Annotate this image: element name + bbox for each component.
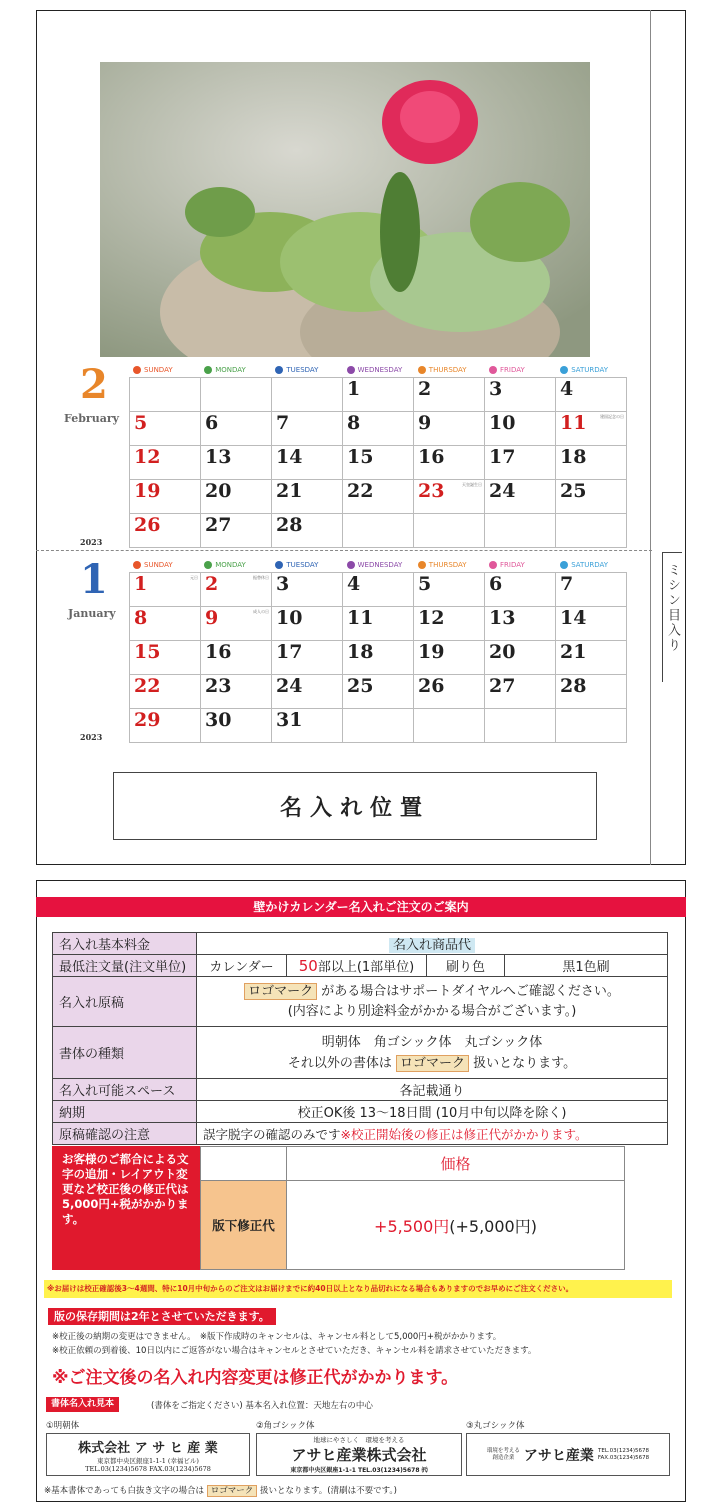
- calendar-day: [272, 446, 343, 480]
- day-number: 25: [560, 480, 587, 502]
- holiday-tag: 建国記念の日: [600, 414, 624, 419]
- price-label: 版下修正代: [201, 1181, 287, 1270]
- weekday-tuesday: [275, 561, 318, 569]
- day-number: 28: [276, 514, 303, 536]
- calendar-day: [556, 675, 627, 709]
- day-number: 9: [205, 607, 219, 629]
- weekday-thursday: [418, 366, 467, 374]
- weekday-label: FRIDAY: [500, 366, 525, 374]
- month-name-feb: February: [64, 412, 120, 425]
- calendar-day: [130, 480, 201, 514]
- cancel-note-2: ※校正依頼の到着後、10日以内にご返答がない場合はキャンセルとさせていただき、キャンセル料を請求させていただきます。: [52, 1346, 537, 1356]
- weekday-dot-icon: [489, 561, 497, 569]
- sample-maru-a: 環境を考える: [486, 1447, 520, 1454]
- day-number: 1: [347, 378, 361, 400]
- sample-maru-b: 創造企業: [492, 1454, 515, 1461]
- label-check: 原稿確認の注意: [53, 1123, 197, 1145]
- weekday-label: WEDNESDAY: [357, 561, 403, 569]
- day-number: 13: [205, 446, 232, 468]
- print-color-value: 黒1色刷: [505, 955, 668, 977]
- holiday-tag: 振替休日: [253, 575, 269, 580]
- calendar-grid-jan: [129, 572, 627, 743]
- sample-label: 書体名入れ見本: [46, 1397, 119, 1412]
- logo-mark-tag-2: ロゴマーク: [396, 1055, 469, 1072]
- holiday-tag: 元日: [190, 575, 198, 580]
- calendar-day: [130, 573, 201, 607]
- calendar-day: [485, 480, 556, 514]
- weekday-sunday: [133, 561, 173, 569]
- sample-kaku-address: 東京都中央区銀座1-1-1 TEL.03(1234)5678 ㈹: [290, 1467, 428, 1474]
- delivery-notice: ※お届けは校正確認後3〜4週間、特に10月中旬からのご注文はお届けまでに約40日以上となり品切れになる場合もありますのでお早めにご注文ください。: [44, 1280, 672, 1298]
- weekday-dot-icon: [204, 561, 212, 569]
- label-font: 書体の種類: [53, 1027, 197, 1079]
- sample-subtitle: (書体をご指定ください) 基本名入れ位置：天地左右の中心: [151, 1401, 373, 1411]
- day-number: 4: [560, 378, 574, 400]
- weekday-dot-icon: [275, 366, 283, 374]
- calendar-day: [343, 480, 414, 514]
- weekday-friday: [489, 561, 525, 569]
- weekday-dot-icon: [275, 561, 283, 569]
- weekday-monday: [204, 366, 246, 374]
- calendar-day: [130, 514, 201, 548]
- calendar-label: カレンダー: [197, 955, 287, 977]
- weekday-tuesday: [275, 366, 318, 374]
- print-color-label: 刷り色: [427, 955, 505, 977]
- calendar-day: [130, 607, 201, 641]
- weekday-label: SUNDAY: [144, 366, 173, 374]
- day-number: 8: [134, 607, 148, 629]
- calendar-day: [556, 607, 627, 641]
- calendar-day: [201, 709, 272, 743]
- bottom-note: [44, 1484, 397, 1496]
- weekday-label: THURSDAY: [428, 561, 467, 569]
- weekday-label: SATURDAY: [571, 561, 609, 569]
- day-number: 16: [418, 446, 445, 468]
- weekday-label: SATURDAY: [571, 366, 609, 374]
- calendar-week: [130, 446, 627, 480]
- day-number: 22: [134, 675, 161, 697]
- calendar-day: [343, 675, 414, 709]
- calendar-day: [130, 709, 201, 743]
- day-number: 12: [418, 607, 445, 629]
- weekday-dot-icon: [133, 366, 141, 374]
- holiday-tag: 成人の日: [253, 609, 269, 614]
- day-number: 6: [489, 573, 503, 595]
- year-jan: 2023: [80, 732, 103, 742]
- weekday-sunday: [133, 366, 173, 374]
- calendar-day: [414, 412, 485, 446]
- calendar-week: [130, 607, 627, 641]
- original-text-1: がある場合はサポートダイヤルへご確認ください。: [321, 983, 620, 999]
- calendar-day: [272, 573, 343, 607]
- weekday-label: FRIDAY: [500, 561, 525, 569]
- day-number: 16: [205, 641, 232, 663]
- bottom-note-logo: ロゴマーク: [207, 1485, 258, 1497]
- calendar-day: [272, 607, 343, 641]
- weekday-label: WEDNESDAY: [357, 366, 403, 374]
- day-number: 21: [276, 480, 303, 502]
- day-number: 2: [418, 378, 432, 400]
- calendar-week: [130, 675, 627, 709]
- sample-maru-main: アサヒ産業: [523, 1447, 594, 1464]
- sample-mincho-main: 株式会社 ア サ ヒ 産 業: [78, 1440, 218, 1456]
- calendar-day: [556, 378, 627, 412]
- day-number: 5: [418, 573, 432, 595]
- calendar-day: [485, 675, 556, 709]
- calendar-day: [414, 446, 485, 480]
- day-number: 7: [560, 573, 574, 595]
- day-number: 21: [560, 641, 587, 663]
- calendar-day: [414, 641, 485, 675]
- font-text-b: 扱いとなります。: [473, 1055, 577, 1071]
- day-number: 27: [489, 675, 516, 697]
- font-text-a: それ以外の書体は: [287, 1055, 392, 1071]
- perforation-label: ミシン目入り: [662, 552, 682, 682]
- label-delivery: 納期: [53, 1101, 197, 1123]
- weekday-dot-icon: [347, 561, 355, 569]
- price-value: +5,500円: [374, 1216, 450, 1236]
- weekday-label: TUESDAY: [286, 561, 319, 569]
- day-number: 15: [347, 446, 374, 468]
- sample-title-kaku: ②角ゴシック体: [256, 1421, 315, 1431]
- space-value: 各記載通り: [197, 1079, 668, 1101]
- calendar-day: [272, 514, 343, 548]
- sample-kaku-main: アサヒ産業株式会社: [291, 1446, 427, 1464]
- weekday-monday: [204, 561, 246, 569]
- month-name-jan: January: [68, 607, 116, 620]
- calendar-grid-feb: [129, 377, 627, 548]
- calendar-day: [414, 378, 485, 412]
- weekday-dot-icon: [560, 561, 568, 569]
- day-number: 14: [560, 607, 587, 629]
- day-number: 2: [205, 573, 219, 595]
- sample-kaku: [256, 1433, 462, 1476]
- calendar-day: [130, 641, 201, 675]
- price-note: お客様のご都合による文字の追加・レイアウト変更など校正後の修正代は5,000円+税がかかります。: [52, 1146, 200, 1270]
- day-number: 23: [205, 675, 232, 697]
- calendar-week: [130, 641, 627, 675]
- calendar-day: [343, 573, 414, 607]
- perforation-edge: [650, 10, 651, 865]
- weekday-wednesday: [347, 561, 403, 569]
- label-space: 名入れ可能スペース: [53, 1079, 197, 1101]
- weekday-dot-icon: [204, 366, 212, 374]
- calendar-day: [343, 641, 414, 675]
- calendar-day: [130, 446, 201, 480]
- calendar-day: [272, 709, 343, 743]
- day-number: 13: [489, 607, 516, 629]
- calendar-day: [556, 514, 627, 548]
- sample-mincho-address: 東京都中央区銀座1-1-1 (幸福ビル): [97, 1456, 199, 1465]
- calendar-day: [343, 446, 414, 480]
- calendar-week: [130, 514, 627, 548]
- day-number: 4: [347, 573, 361, 595]
- day-number: 3: [276, 573, 290, 595]
- calendar-day: [343, 607, 414, 641]
- calendar-day: [201, 607, 272, 641]
- weekday-saturday: [560, 561, 608, 569]
- calendar-week: [130, 709, 627, 743]
- label-original: 名入れ原稿: [53, 977, 197, 1027]
- day-number: 10: [489, 412, 516, 434]
- price-sub: (+5,000円): [449, 1216, 537, 1236]
- weekday-label: MONDAY: [215, 366, 246, 374]
- calendar-day: [130, 412, 201, 446]
- calendar-day: [201, 412, 272, 446]
- weekday-saturday: [560, 366, 608, 374]
- calendar-day: [414, 607, 485, 641]
- price-header: 価格: [287, 1147, 625, 1181]
- day-number: 17: [276, 641, 303, 663]
- calendar-day: [201, 641, 272, 675]
- calendar-week: [130, 573, 627, 607]
- month-number-feb: 2: [80, 361, 108, 408]
- calendar-day: [201, 446, 272, 480]
- font-list: 明朝体 角ゴシック体 丸ゴシック体: [321, 1034, 543, 1050]
- day-number: 19: [134, 480, 161, 502]
- item-fee-label: 名入れ商品代: [389, 938, 475, 953]
- calendar-day: [485, 446, 556, 480]
- label-min-qty: 最低注文量(注文単位): [53, 955, 197, 977]
- weekday-friday: [489, 366, 525, 374]
- calendar-day: [485, 607, 556, 641]
- sample-kaku-top: 地球にやさしく 環境を考える: [313, 1436, 405, 1444]
- day-number: 22: [347, 480, 374, 502]
- weekday-label: MONDAY: [215, 561, 246, 569]
- calendar-day: [343, 514, 414, 548]
- cactus-photo: [100, 62, 590, 357]
- calendar-day: [272, 641, 343, 675]
- retention-notice: 版の保存期間は2年とさせていただきます。: [48, 1308, 276, 1325]
- calendar-day: [201, 480, 272, 514]
- calendar-day: [414, 573, 485, 607]
- name-position-box: 名入れ位置: [113, 772, 597, 840]
- day-number: 27: [205, 514, 232, 536]
- delivery-value: 校正OK後 13〜18日間 (10月中旬以降を除く): [197, 1101, 668, 1123]
- price-table: [200, 1146, 625, 1270]
- month-number-jan: 1: [80, 556, 108, 603]
- weekday-dot-icon: [347, 366, 355, 374]
- day-number: 29: [134, 709, 161, 731]
- day-number: 3: [489, 378, 503, 400]
- calendar-day: [556, 446, 627, 480]
- bottom-note-a: ※基本書体であっても白抜き文字の場合は: [44, 1486, 205, 1496]
- calendar-day: [556, 709, 627, 743]
- qty-number: 50: [298, 957, 318, 975]
- day-number: 23: [418, 480, 445, 502]
- weekday-dot-icon: [560, 366, 568, 374]
- weekday-dot-icon: [418, 366, 426, 374]
- calendar-day: [343, 378, 414, 412]
- calendar-day: [343, 412, 414, 446]
- day-number: 26: [134, 514, 161, 536]
- calendar-day: [485, 573, 556, 607]
- qty-rest: 部以上(1部単位): [317, 960, 415, 975]
- calendar-day: [414, 709, 485, 743]
- day-number: 12: [134, 446, 161, 468]
- order-header: 壁かけカレンダー名入れご注文のご案内: [36, 897, 686, 917]
- sample-mincho-tel: TEL.03(1234)5678 FAX.03(1234)5678: [85, 1464, 211, 1473]
- original-text-2: (内容により別途料金がかかる場合がございます。): [287, 1003, 577, 1019]
- sample-mincho: [46, 1433, 250, 1476]
- sample-title-mincho: ①明朝体: [46, 1421, 80, 1431]
- day-number: 7: [276, 412, 290, 434]
- calendar-day: [201, 514, 272, 548]
- calendar-day: [272, 412, 343, 446]
- day-number: 17: [489, 446, 516, 468]
- calendar-day: [201, 675, 272, 709]
- calendar-week: [130, 412, 627, 446]
- sample-maru-tel: TEL.03(1234)5678: [598, 1447, 649, 1454]
- day-number: 25: [347, 675, 374, 697]
- day-number: 20: [489, 641, 516, 663]
- calendar-day: [485, 378, 556, 412]
- holiday-tag: 天皇誕生日: [462, 482, 482, 487]
- calendar-day: [485, 641, 556, 675]
- calendar-day: [485, 709, 556, 743]
- calendar-day: [130, 378, 201, 412]
- day-number: 6: [205, 412, 219, 434]
- calendar-week: [130, 480, 627, 514]
- check-value-1: 誤字脱字の確認のみです: [203, 1126, 341, 1142]
- sample-title-maru: ③丸ゴシック体: [466, 1421, 525, 1431]
- calendar-day: [556, 573, 627, 607]
- weekday-dot-icon: [133, 561, 141, 569]
- weekday-label: THURSDAY: [428, 366, 467, 374]
- calendar-day: [556, 641, 627, 675]
- check-value-2: ※校正開始後の修正は修正代がかかります。: [340, 1126, 588, 1142]
- calendar-day: [201, 573, 272, 607]
- day-number: 19: [418, 641, 445, 663]
- calendar-day: [556, 412, 627, 446]
- year-feb: 2023: [80, 537, 103, 547]
- calendar-day: [556, 480, 627, 514]
- calendar-day: [272, 480, 343, 514]
- calendar-week: [130, 378, 627, 412]
- day-number: 26: [418, 675, 445, 697]
- calendar-day: [414, 675, 485, 709]
- day-number: 9: [418, 412, 432, 434]
- day-number: 11: [347, 607, 374, 629]
- calendar-day: [485, 514, 556, 548]
- day-number: 28: [560, 675, 587, 697]
- label-base-fee: 名入れ基本料金: [53, 933, 197, 955]
- day-number: 20: [205, 480, 232, 502]
- calendar-day: [485, 412, 556, 446]
- day-number: 24: [489, 480, 516, 502]
- weekday-label: SUNDAY: [144, 561, 173, 569]
- day-number: 10: [276, 607, 303, 629]
- order-table: [52, 932, 668, 1145]
- sample-maru: [466, 1433, 670, 1476]
- logo-mark-tag: ロゴマーク: [244, 983, 317, 1000]
- perforation-line: [36, 550, 652, 551]
- bottom-note-c: 扱いとなります。(清刷は不要です。): [259, 1486, 397, 1496]
- day-number: 8: [347, 412, 361, 434]
- weekday-thursday: [418, 561, 467, 569]
- calendar-day: [201, 378, 272, 412]
- day-number: 24: [276, 675, 303, 697]
- cancel-note-1: ※校正後の納期の変更はできません。 ※版下作成時のキャンセルは、キャンセル料として5,000円+税がかかります。: [52, 1332, 502, 1342]
- day-number: 15: [134, 641, 161, 663]
- day-number: 5: [134, 412, 148, 434]
- calendar-day: [272, 378, 343, 412]
- calendar-day: [272, 675, 343, 709]
- day-number: 11: [560, 412, 587, 434]
- calendar-day: [130, 675, 201, 709]
- weekday-dot-icon: [489, 366, 497, 374]
- weekday-wednesday: [347, 366, 403, 374]
- calendar-day: [414, 480, 485, 514]
- sample-maru-fax: FAX.03(1234)5678: [597, 1454, 650, 1461]
- calendar-day: [343, 709, 414, 743]
- day-number: 31: [276, 709, 303, 731]
- day-number: 1: [134, 573, 148, 595]
- day-number: 18: [560, 446, 587, 468]
- day-number: 14: [276, 446, 303, 468]
- day-number: 18: [347, 641, 374, 663]
- weekday-dot-icon: [418, 561, 426, 569]
- weekday-label: TUESDAY: [286, 366, 319, 374]
- change-warning: ※ご注文後の名入れ内容変更は修正代がかかります。: [52, 1368, 459, 1388]
- calendar-day: [414, 514, 485, 548]
- day-number: 30: [205, 709, 232, 731]
